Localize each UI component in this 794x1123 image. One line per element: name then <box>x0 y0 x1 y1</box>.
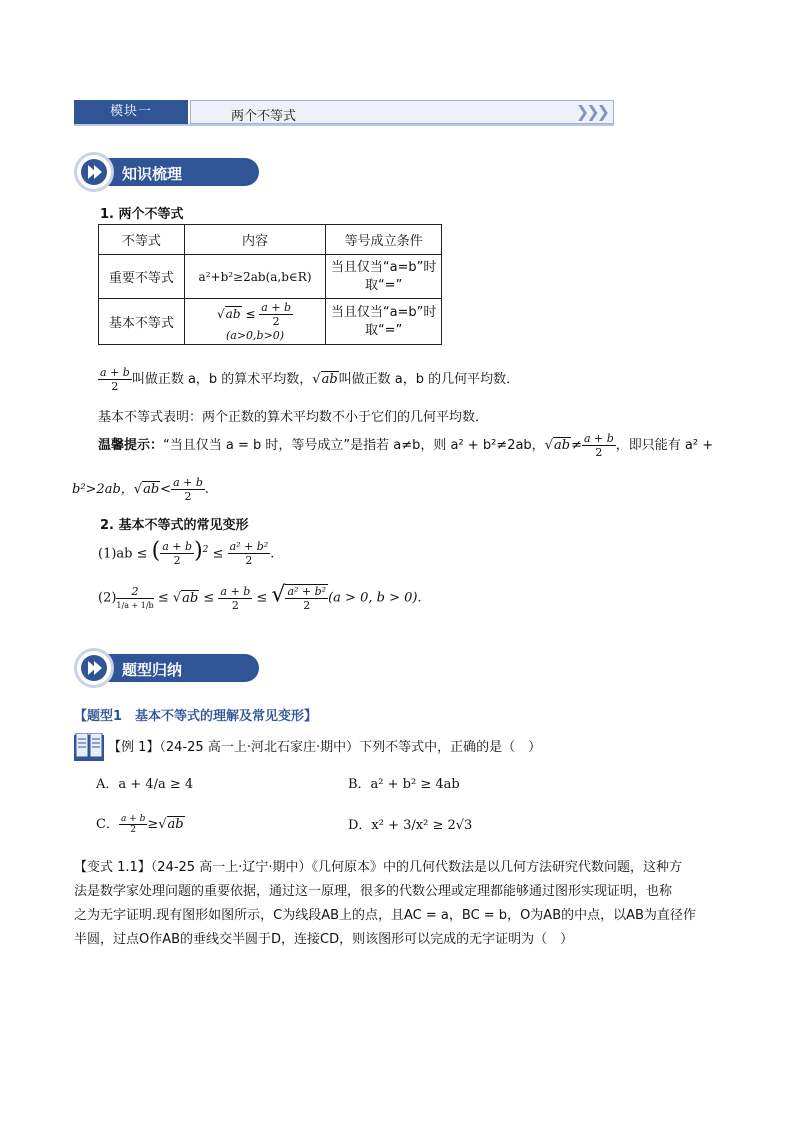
fraction: $\frac{a + b}{2}$ <box>583 432 614 459</box>
variant-1: (1)ab ≤ ( $\frac{a + b}{2}$ )$^2$ ≤ $\frac{\text{a² + b²}}{2}$ . <box>98 538 275 568</box>
fraction: $\frac{a + b}{2}$ <box>100 366 130 393</box>
play-arrows-icon <box>81 159 107 185</box>
table-cell: 基本不等式 <box>99 299 185 345</box>
fraction: $\frac{a + b}{2}$ <box>173 476 203 503</box>
table-header-cell: 内容 <box>184 225 325 255</box>
section-circle <box>74 648 114 688</box>
paragraph-basic-inequality: 基本不等式表明：两个正数的算术平均数不小于它们的几何平均数． <box>98 410 489 425</box>
condition-line: 当且仅当“a=b”时 <box>330 259 437 275</box>
example-1-stem: 【例 1】（24-25 高一上·河北石家庄·期中）下列不等式中，正确的是（ ） <box>108 740 542 755</box>
variant-1-1 <box>74 856 734 952</box>
variant-2: (2) $\frac{2}{1/a + 1/b}$ ≤ √ab ≤ $\frac{a + b}{2}$ ≤ √ $\frac{\text{a² + b²}}{2}$ (a > 0, b > 0). <box>98 582 422 612</box>
fraction: $\frac{\text{a² + b²}}{2}$ <box>287 585 327 612</box>
module-label: 模块一 <box>74 100 188 124</box>
table-cell <box>326 299 442 345</box>
fraction: $\frac{a + b}{2}$ <box>261 301 292 328</box>
example-label: 【例 1】 <box>108 740 160 755</box>
table-row <box>99 255 442 299</box>
table-header-cell: 不等式 <box>99 225 185 255</box>
banner-shadow <box>74 124 614 126</box>
fraction: $\frac{\text{a² + b²}}{2}$ <box>229 540 269 568</box>
option-b[interactable]: B．a² + b² ≥ 4ab <box>348 777 460 792</box>
fraction: $\frac{2}{1/a + 1/b}$ <box>116 584 154 610</box>
option-c[interactable]: C． $\frac{a + b}{2}$ ≥√ab <box>96 814 184 835</box>
tip-line-2: b²>2ab，√ab< $\frac{a + b}{2}$ . <box>72 476 210 503</box>
table-cell: √ab ≤ $\frac{a + b}{2}$ (a>0,b>0) <box>184 299 325 345</box>
variant-line: 法是数学家处理问题的重要依据，通过这一原理，很多的代数公理或定理都能够通过图形实现证明，也称 <box>74 884 673 899</box>
play-arrows-icon <box>81 655 107 681</box>
variant-line: 半圆，过点O作AB的垂线交半圆于D，连接CD，则该图形可以完成的无字证明为（ ） <box>74 932 574 947</box>
module-banner <box>74 100 614 126</box>
chevrons-right-icon: ❯❯❯ <box>575 102 607 121</box>
condition-line: 取“=” <box>364 322 403 338</box>
table-header-row <box>99 225 442 255</box>
module-title-bar <box>190 100 614 124</box>
option-a[interactable]: A．a + 4/a ≥ 4 <box>96 777 194 792</box>
tip-label: 温馨提示： <box>98 438 164 453</box>
heading-two-inequalities: 1. 两个不等式 <box>100 207 184 222</box>
section-header-knowledge <box>74 155 259 189</box>
condition-line: 当且仅当“a=b”时 <box>330 304 437 320</box>
variant-line: 之为无字证明.现有图形如图所示，C为线段AB上的点，且AC = a，BC = b，O为AB的中点，以AB为直径作 <box>74 908 696 923</box>
sqrt-expr: √ab <box>217 307 241 321</box>
question-type-heading: 【题型1 基本不等式的理解及常见变形】 <box>74 709 318 724</box>
variant-line: 【变式 1.1】（24-25 高一上·辽宁·期中）《几何原本》中的几何代数法是以几何方法研究代数问题，这种方 <box>74 860 682 875</box>
option-d[interactable]: D．x² + 3/x² ≥ 2√3 <box>348 818 473 833</box>
section-label: 知识梳理 <box>122 165 183 183</box>
table-header-cell: 等号成立条件 <box>326 225 442 255</box>
fraction: $\frac{a + b}{2}$ <box>120 814 146 835</box>
table-cell <box>326 255 442 299</box>
fraction: $\frac{a + b}{2}$ <box>162 540 193 568</box>
heading-variants: 2. 基本不等式的常见变形 <box>100 518 249 533</box>
table-cell: 重要不等式 <box>99 255 185 299</box>
section-label: 题型归纳 <box>122 661 183 679</box>
table-row <box>99 299 442 345</box>
section-circle <box>74 152 114 192</box>
paragraph-means: $\frac{a + b}{2}$ 叫做正数 a，b 的算术平均数，√ab叫做正数 a，b 的几何平均数． <box>100 366 520 393</box>
module-title: 两个不等式 <box>231 109 297 124</box>
condition-line: 取“=” <box>364 277 403 293</box>
fraction: $\frac{a + b}{2}$ <box>220 584 251 612</box>
tip-line-1: 温馨提示：“当且仅当 a = b 时，等号成立”是指若 a≠b，则 a² + b²≠2ab，√ab≠ $\frac{a + b}{2}$ ，即只能有 a² + <box>98 432 714 459</box>
table-cell: a²+b²≥2ab(a,b∈R) <box>184 255 325 299</box>
inequality-table <box>98 224 442 345</box>
section-header-question-types <box>74 651 259 685</box>
book-icon <box>74 733 104 761</box>
